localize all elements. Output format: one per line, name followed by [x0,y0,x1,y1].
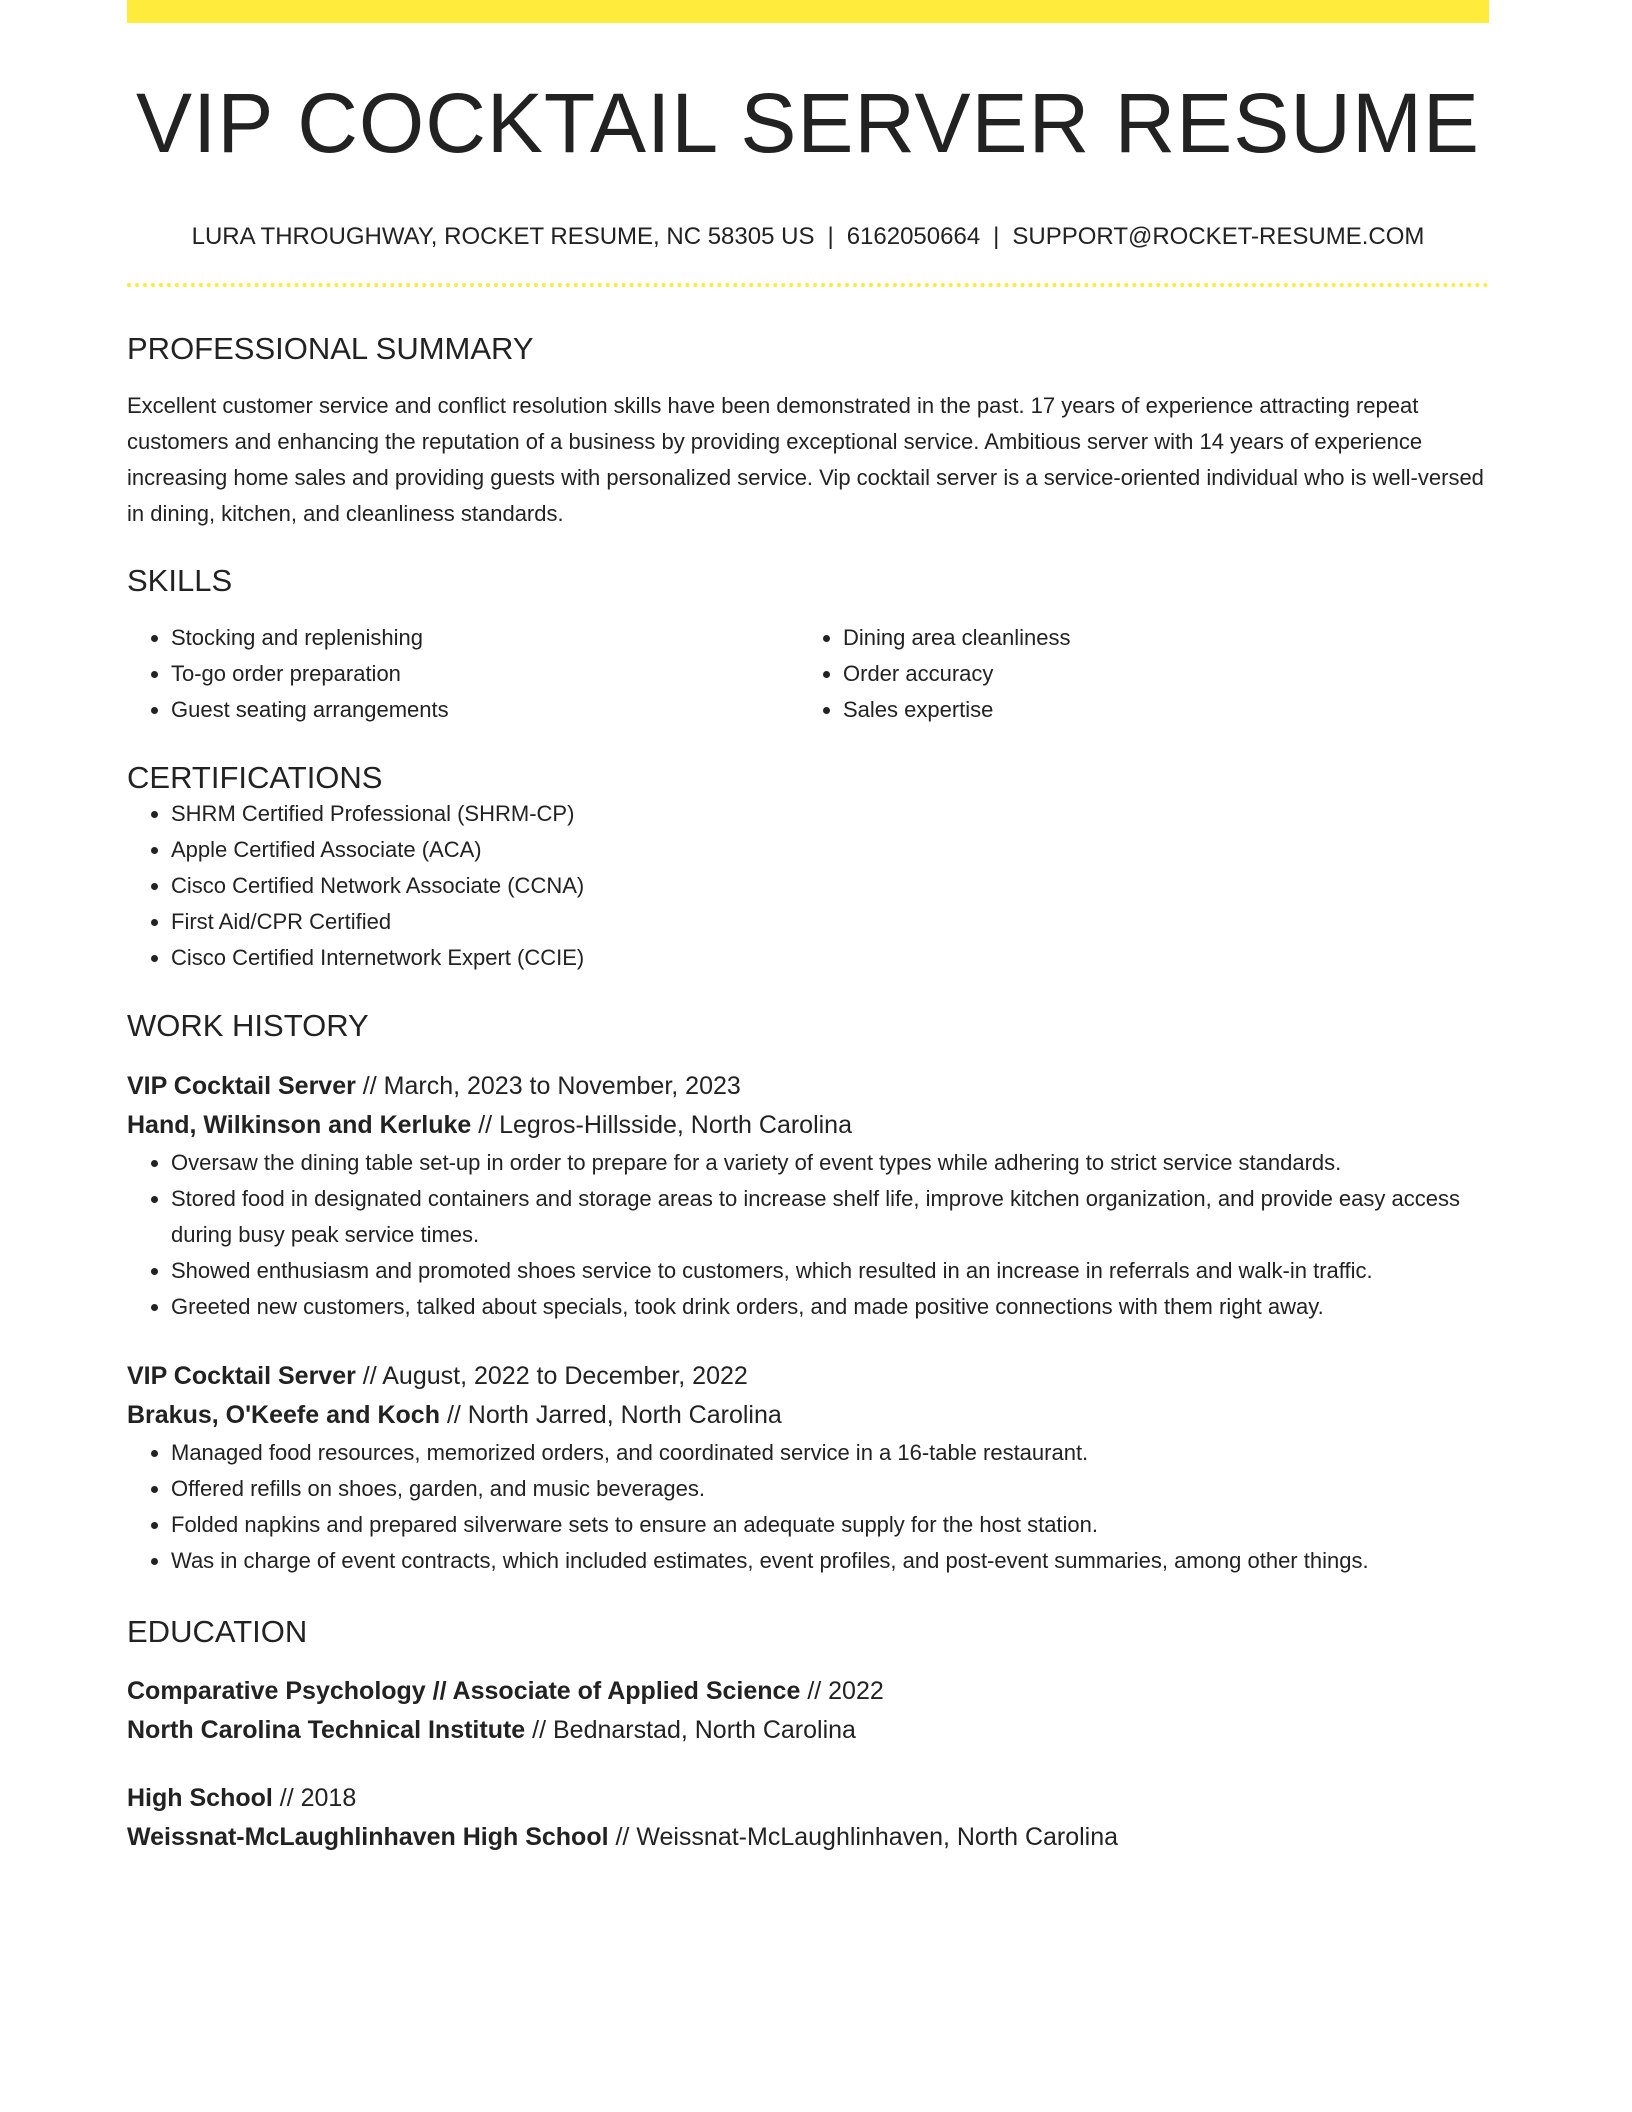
job-dates: // August, 2022 to December, 2022 [362,1361,748,1390]
job-location: // Legros-Hillsside, North Carolina [478,1110,852,1139]
contact-separator: | [993,223,1000,250]
skills-column-left [127,620,799,728]
job-title: VIP Cocktail Server [127,1071,356,1100]
education-degree-line [127,1779,1489,1818]
education-degree: Comparative Psychology // Associate of Applied Science [127,1676,801,1705]
job-entry [127,1067,1489,1145]
job-location: // North Jarred, North Carolina [446,1400,782,1429]
education-year: // 2018 [279,1783,357,1812]
education-degree-line [127,1672,1489,1711]
skills-column-right [799,620,1471,728]
job-entry [127,1357,1489,1435]
job-bullet: • Greeted new customers, talked about specials, took drink orders, and made positive connections with them right away. [171,1289,1489,1325]
education-location: // Bednarstad, North Carolina [532,1715,856,1744]
skill-item: • Stocking and replenishing [171,620,799,656]
skill-item: • Sales expertise [843,692,1471,728]
education-location: // Weissnat-McLaughlinhaven, North Carolina [615,1822,1119,1851]
summary-heading: PROFESSIONAL SUMMARY [127,330,534,366]
skills-list-right [799,620,1471,728]
job-bullet: • Offered refills on shoes, garden, and music beverages. [171,1471,1489,1507]
education-entry [127,1672,1489,1750]
job-bullet: • Managed food resources, memorized orders, and coordinated service in a 16-table restaurant. [171,1435,1489,1471]
education-school: North Carolina Technical Institute [127,1715,526,1744]
accent-top-bar [127,0,1489,23]
certifications-list [127,796,1489,976]
work-history-heading: WORK HISTORY [127,1008,369,1044]
education-entry [127,1779,1489,1857]
contact-phone: 6162050664 [846,223,981,250]
education-school-line [127,1711,1489,1750]
education-heading: EDUCATION [127,1613,308,1649]
job-bullet: • Stored food in designated containers and storage areas to increase shelf life, improve kitchen organization, and provide easy access during busy peak service times. [171,1181,1489,1253]
certification-item: • Cisco Certified Internetwork Expert (CCIE) [171,940,1489,976]
job-bullets [127,1145,1489,1325]
education-school-line [127,1818,1489,1857]
job-company-line [127,1396,1489,1435]
job-bullet: • Folded napkins and prepared silverware sets to ensure an adequate supply for the host station. [171,1507,1489,1543]
skills-list-left [127,620,799,728]
education-year: // 2022 [807,1676,884,1705]
certification-item: • SHRM Certified Professional (SHRM-CP) [171,796,1489,832]
job-bullet: • Was in charge of event contracts, which included estimates, event profiles, and post-event summaries, among other things. [171,1543,1489,1579]
contact-address: LURA THROUGHWAY, ROCKET RESUME, NC 58305 US [191,223,815,250]
skills-grid [127,620,1489,728]
certification-item: • Apple Certified Associate (ACA) [171,832,1489,868]
skill-item: • Guest seating arrangements [171,692,799,728]
skill-item: • Order accuracy [843,656,1471,692]
job-dates: // March, 2023 to November, 2023 [362,1071,741,1100]
job-bullet: • Showed enthusiasm and promoted shoes service to customers, which resulted in an increase in referrals and walk-in traffic. [171,1253,1489,1289]
dotted-divider [127,283,1489,287]
job-title-line [127,1357,1489,1396]
summary-text: Excellent customer service and conflict resolution skills have been demonstrated in the past. 17 years of experience attracting repeat customers and enhancing the reputation of a business by providing exceptional service. Ambitious server with 14 years of experience increasing home sales and providing guests with personalized service. Vip cocktail server is a service-oriented individual who is well-versed in dining, kitchen, and cleanliness standards. [127,392,1484,526]
contact-separator: | [827,223,834,250]
contact-line [127,223,1489,252]
certifications-heading: CERTIFICATIONS [127,760,383,796]
education-degree: High School [127,1783,273,1812]
certification-item: • Cisco Certified Network Associate (CCNA) [171,868,1489,904]
job-company: Brakus, O'Keefe and Koch [127,1400,440,1429]
resume-title: VIP COCKTAIL SERVER RESUME [136,76,1480,170]
job-company: Hand, Wilkinson and Kerluke [127,1110,472,1139]
job-title: VIP Cocktail Server [127,1361,356,1390]
skill-item: • To-go order preparation [171,656,799,692]
job-bullet: • Oversaw the dining table set-up in order to prepare for a variety of event types while adhering to strict service standards. [171,1145,1489,1181]
job-company-line [127,1106,1489,1145]
job-title-line [127,1067,1489,1106]
skill-item: • Dining area cleanliness [843,620,1471,656]
certification-item: • First Aid/CPR Certified [171,904,1489,940]
contact-email: SUPPORT@ROCKET-RESUME.COM [1012,223,1425,250]
education-school: Weissnat-McLaughlinhaven High School [127,1822,609,1851]
skills-heading: SKILLS [127,562,233,598]
job-bullets [127,1435,1489,1579]
resume-page [127,0,1489,1857]
